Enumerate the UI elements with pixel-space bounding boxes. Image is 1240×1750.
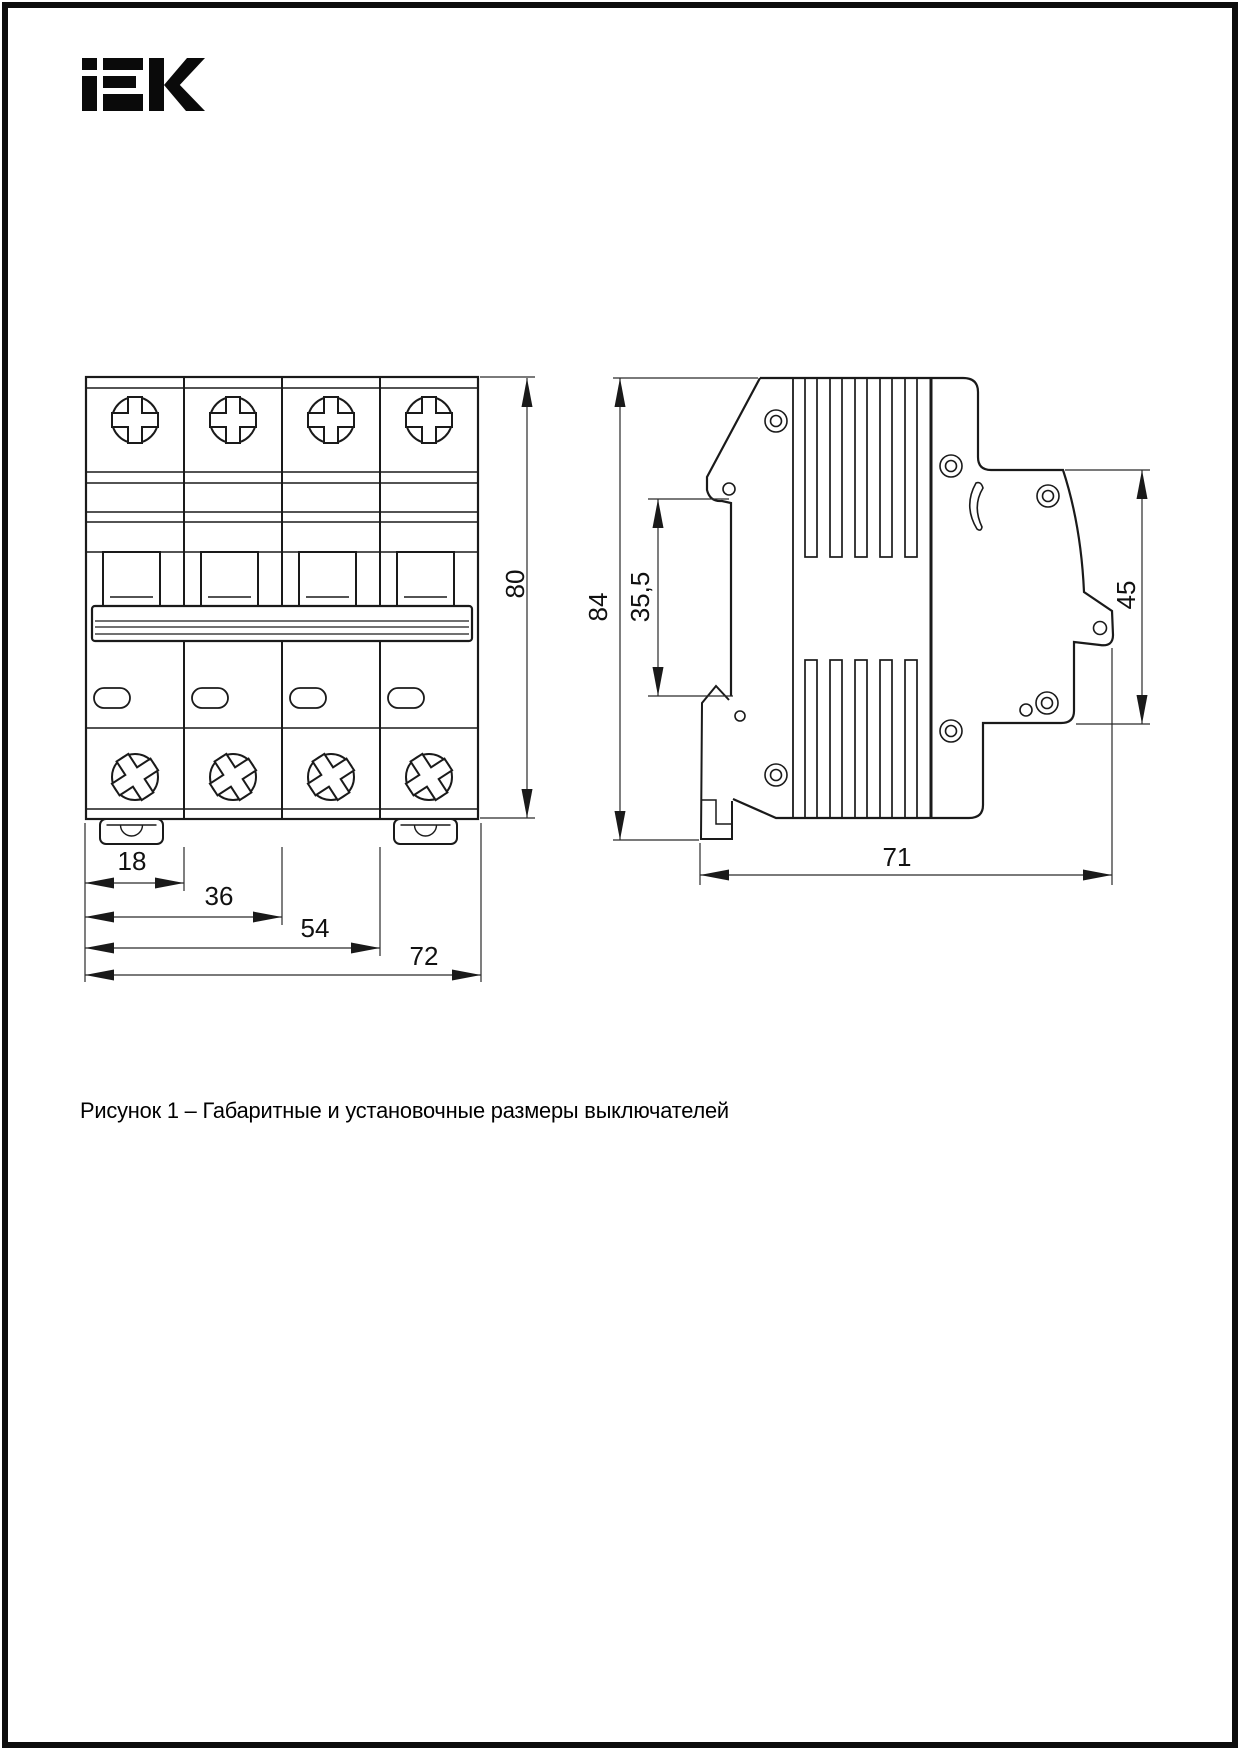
side-view	[701, 378, 1113, 839]
screw-terminal-icon	[210, 397, 256, 443]
indicator-window	[192, 688, 228, 708]
indicator-window	[94, 688, 130, 708]
vent-slots-bottom	[805, 660, 917, 818]
screw-terminal-icon	[308, 397, 354, 443]
rivet-icon	[940, 720, 962, 742]
dim-label-18: 18	[117, 846, 147, 876]
curved-slot	[970, 483, 983, 531]
screw-terminal-icon	[201, 745, 265, 809]
dim-label-54: 54	[300, 913, 330, 943]
rivet-icon	[940, 455, 962, 477]
din-clip	[100, 819, 163, 844]
dim-label-35-5: 35,5	[625, 571, 655, 623]
dim-label-45: 45	[1111, 580, 1141, 610]
dim-label-36: 36	[204, 881, 234, 911]
rivet-icon	[1037, 485, 1059, 507]
dim-label-80: 80	[500, 569, 530, 599]
dimension-arrows	[85, 378, 1148, 981]
figure-caption: Рисунок 1 – Габаритные и установочные размеры выключателей	[80, 1098, 729, 1123]
dim-label-84: 84	[583, 592, 613, 622]
dim-label-71: 71	[882, 842, 912, 872]
dimension-lines	[85, 377, 1150, 982]
screw-terminal-icon	[299, 745, 363, 809]
rivet-icon	[1036, 692, 1058, 714]
dim-label-72: 72	[409, 941, 439, 971]
vent-slots-top	[805, 378, 917, 557]
toggle-lever	[397, 552, 454, 606]
screw-terminal-icon	[112, 397, 158, 443]
indicator-window	[388, 688, 424, 708]
screw-terminal-icon	[406, 397, 452, 443]
toggle-lever	[103, 552, 160, 606]
rivet-icon	[765, 764, 787, 786]
front-view	[86, 377, 478, 844]
din-clip	[394, 819, 457, 844]
screw-terminal-icon	[103, 745, 167, 809]
toggle-lever	[299, 552, 356, 606]
screw-terminal-icon	[397, 745, 461, 809]
din-clip-side	[701, 686, 732, 839]
indicator-window	[290, 688, 326, 708]
toggle-lever	[201, 552, 258, 606]
toggle-tie-bar	[92, 606, 472, 641]
rivet-icon	[765, 410, 787, 432]
